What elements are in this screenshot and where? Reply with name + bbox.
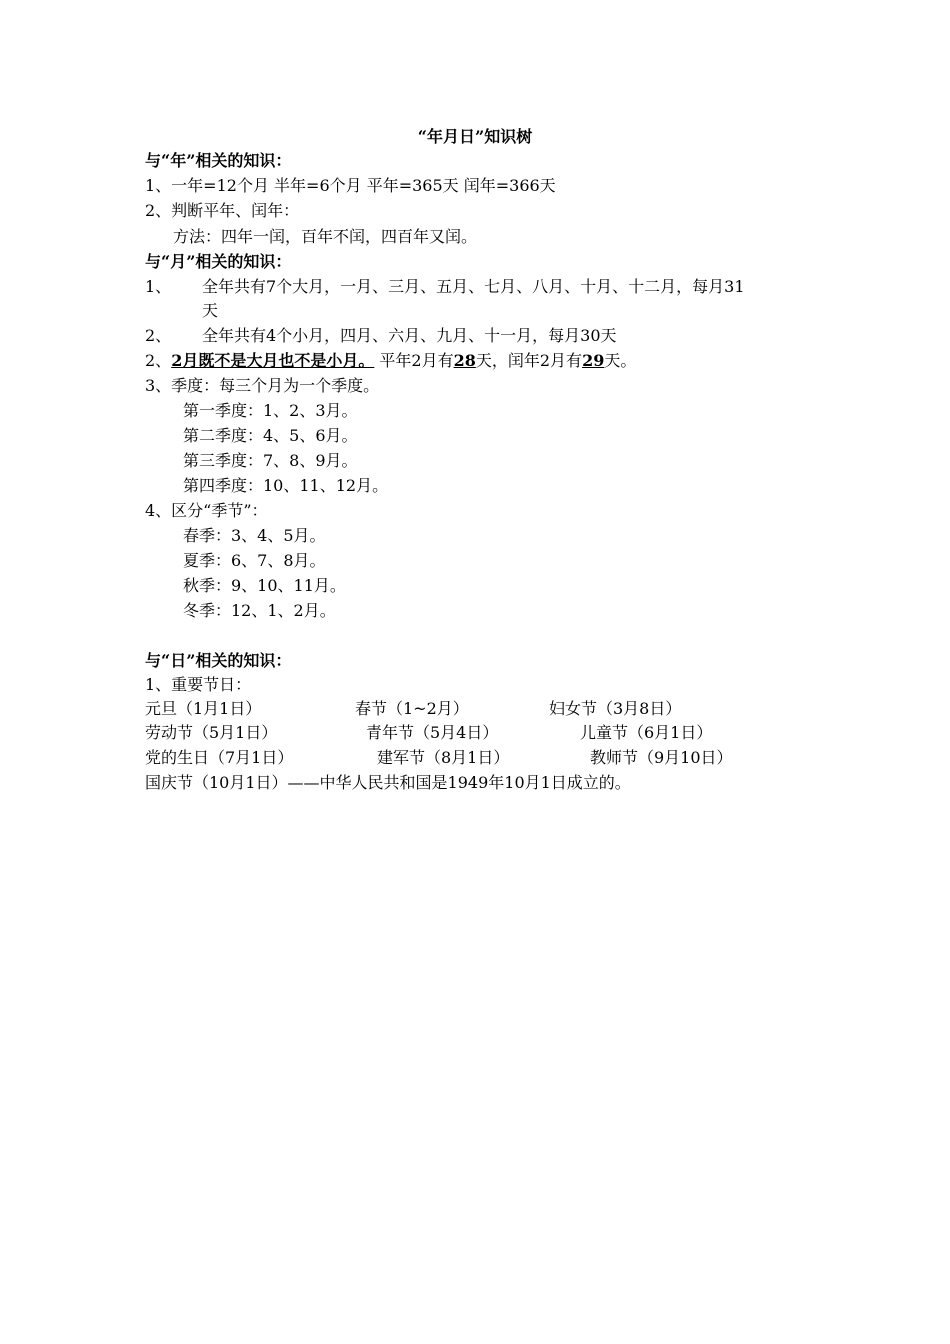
february-days-leap: 29 xyxy=(582,351,605,370)
holiday-item: 建军节（8月1日） xyxy=(377,748,510,767)
holiday-item: 妇女节（3月8日） xyxy=(549,699,682,718)
national-day-line: 国庆节（10月1日）——中华人民共和国是1949年10月1日成立的。 xyxy=(145,773,631,792)
year-line-3: 方法：四年一闰，百年不闰，四百年又闰。 xyxy=(173,227,478,246)
february-note: 2月既不是大月也不是小月。 xyxy=(171,351,375,370)
quarter-item: 第四季度：10、11、12月。 xyxy=(183,476,389,495)
quarter-item: 第二季度：4、5、6月。 xyxy=(183,426,358,445)
document-title: “年月日”知识树 xyxy=(417,127,533,146)
month-heading: 与“月”相关的知识： xyxy=(145,252,292,271)
season-item: 春季：3、4、5月。 xyxy=(183,526,326,545)
year-line-2: 2、判断平年、闰年： xyxy=(145,201,300,220)
holiday-item: 党的生日（7月1日） xyxy=(145,748,294,767)
month-item-3-end: 天。 xyxy=(604,351,637,370)
month-item-3-leap-year: 天，闰年2月有 xyxy=(475,351,583,370)
holiday-item: 青年节（5月4日） xyxy=(366,723,499,742)
february-days-common: 28 xyxy=(453,351,476,370)
quarter-item: 第一季度：1、2、3月。 xyxy=(183,401,358,420)
season-item: 夏季：6、7、8月。 xyxy=(183,551,326,570)
day-heading: 与“日”相关的知识： xyxy=(145,651,292,670)
month-item-1-continuation: 天 xyxy=(202,301,219,320)
month-item-2-number: 2、 xyxy=(145,326,172,345)
quarter-item: 第三季度：7、8、9月。 xyxy=(183,451,358,470)
month-item-3 xyxy=(145,349,636,373)
holiday-item: 劳动节（5月1日） xyxy=(145,723,278,742)
season-item: 秋季：9、10、11月。 xyxy=(183,576,346,595)
holiday-item: 春节（1~2月） xyxy=(355,699,469,718)
month-item-1-number: 1、 xyxy=(145,277,172,296)
holiday-item: 教师节（9月10日） xyxy=(590,748,733,767)
month-item-3-common-year: 平年2月有 xyxy=(379,351,454,370)
season-heading: 4、区分“季节”： xyxy=(145,501,268,520)
month-item-1-text: 全年共有7个大月，一月、三月、五月、七月、八月、十月、十二月，每月31 xyxy=(202,277,745,296)
season-item: 冬季：12、1、2月。 xyxy=(183,601,336,620)
holiday-item: 儿童节（6月1日） xyxy=(580,723,713,742)
year-heading: 与“年”相关的知识： xyxy=(145,151,292,170)
quarter-heading: 3、季度：每三个月为一个季度。 xyxy=(145,376,380,395)
holiday-item: 元旦（1月1日） xyxy=(145,699,262,718)
month-item-2-text: 全年共有4个小月，四月、六月、九月、十一月，每月30天 xyxy=(202,326,617,345)
month-item-3-prefix: 2、 xyxy=(145,351,172,370)
year-line-1: 1、一年=12个月 半年=6个月 平年=365天 闰年=366天 xyxy=(145,176,556,195)
day-subheading: 1、重要节日： xyxy=(145,675,252,694)
